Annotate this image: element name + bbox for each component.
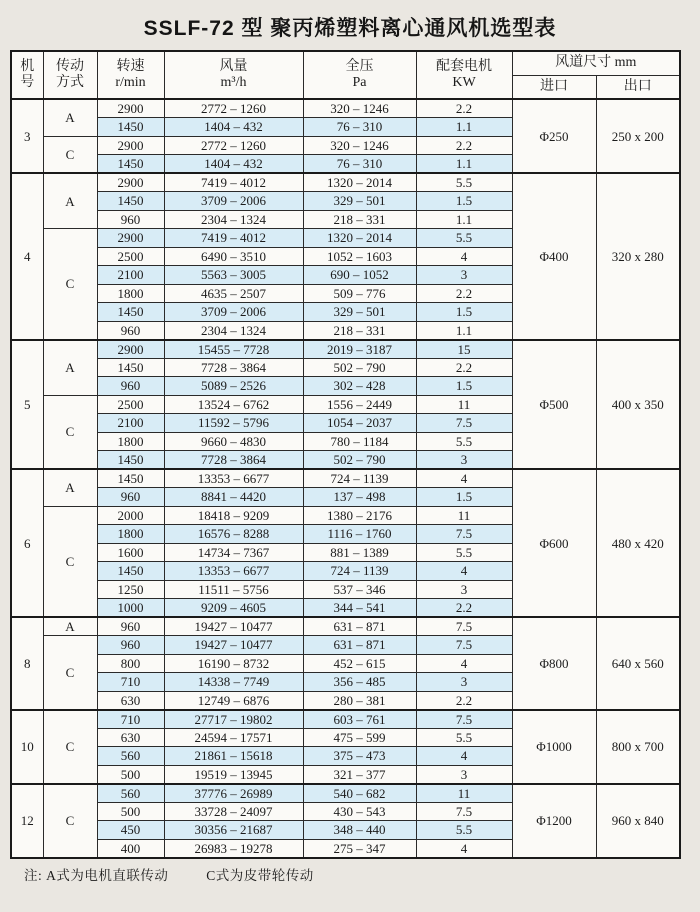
footnote-label: 注: bbox=[24, 868, 43, 883]
air-volume-cell: 7728 – 3864 bbox=[164, 358, 303, 377]
speed-cell: 500 bbox=[97, 802, 164, 821]
pressure-cell: 320 – 1246 bbox=[303, 136, 416, 155]
speed-cell: 960 bbox=[97, 617, 164, 636]
table-row bbox=[11, 340, 680, 359]
drive-type-cell: C bbox=[43, 136, 97, 173]
speed-cell: 2900 bbox=[97, 136, 164, 155]
pressure-cell: 356 – 485 bbox=[303, 673, 416, 692]
pressure-cell: 344 – 541 bbox=[303, 599, 416, 618]
inlet-size-cell: Φ600 bbox=[512, 469, 596, 617]
air-volume-cell: 7419 – 4012 bbox=[164, 173, 303, 192]
table-header bbox=[11, 51, 680, 99]
air-volume-cell: 2772 – 1260 bbox=[164, 99, 303, 118]
motor-power-cell: 2.2 bbox=[416, 691, 512, 710]
air-volume-cell: 21861 – 15618 bbox=[164, 747, 303, 766]
pressure-cell: 329 – 501 bbox=[303, 303, 416, 322]
pressure-cell: 280 – 381 bbox=[303, 691, 416, 710]
inlet-size-cell: Φ400 bbox=[512, 173, 596, 340]
motor-power-cell: 3 bbox=[416, 673, 512, 692]
pressure-cell: 1320 – 2014 bbox=[303, 229, 416, 248]
header-duct-size: 风道尺寸 mm bbox=[512, 51, 680, 75]
pressure-cell: 509 – 776 bbox=[303, 284, 416, 303]
air-volume-cell: 6490 – 3510 bbox=[164, 247, 303, 266]
table-body bbox=[11, 99, 680, 858]
drive-type-cell: C bbox=[43, 636, 97, 710]
table-row bbox=[11, 173, 680, 192]
speed-cell: 2900 bbox=[97, 173, 164, 192]
motor-power-cell: 11 bbox=[416, 784, 512, 803]
pressure-cell: 375 – 473 bbox=[303, 747, 416, 766]
air-volume-cell: 13353 – 6677 bbox=[164, 469, 303, 488]
speed-cell: 560 bbox=[97, 747, 164, 766]
inlet-size-cell: Φ250 bbox=[512, 99, 596, 173]
air-volume-cell: 5089 – 2526 bbox=[164, 377, 303, 396]
air-volume-cell: 33728 – 24097 bbox=[164, 802, 303, 821]
motor-power-cell: 5.5 bbox=[416, 432, 512, 451]
pressure-cell: 218 – 331 bbox=[303, 321, 416, 340]
motor-power-cell: 7.5 bbox=[416, 617, 512, 636]
speed-cell: 1450 bbox=[97, 358, 164, 377]
table-row bbox=[11, 617, 680, 636]
speed-cell: 1450 bbox=[97, 469, 164, 488]
pressure-cell: 1052 – 1603 bbox=[303, 247, 416, 266]
motor-power-cell: 2.2 bbox=[416, 358, 512, 377]
header-motor-line1: 配套电机 bbox=[436, 58, 492, 74]
drive-type-cell: C bbox=[43, 784, 97, 858]
air-volume-cell: 2772 – 1260 bbox=[164, 136, 303, 155]
speed-cell: 1450 bbox=[97, 451, 164, 470]
outlet-size-cell: 250 x 200 bbox=[596, 99, 680, 173]
speed-cell: 2000 bbox=[97, 506, 164, 525]
air-volume-cell: 16190 – 8732 bbox=[164, 654, 303, 673]
header-machine-no-line2: 号 bbox=[20, 75, 35, 90]
speed-cell: 630 bbox=[97, 728, 164, 747]
drive-type-cell: C bbox=[43, 229, 97, 340]
motor-power-cell: 5.5 bbox=[416, 728, 512, 747]
header-volume-line2: m³/h bbox=[220, 75, 247, 90]
drive-type-cell: C bbox=[43, 506, 97, 617]
pressure-cell: 430 – 543 bbox=[303, 802, 416, 821]
pressure-cell: 603 – 761 bbox=[303, 710, 416, 729]
motor-power-cell: 1.1 bbox=[416, 118, 512, 137]
air-volume-cell: 13524 – 6762 bbox=[164, 395, 303, 414]
pressure-cell: 631 – 871 bbox=[303, 636, 416, 655]
air-volume-cell: 30356 – 21687 bbox=[164, 821, 303, 840]
motor-power-cell: 4 bbox=[416, 654, 512, 673]
speed-cell: 500 bbox=[97, 765, 164, 784]
machine-no-cell: 6 bbox=[11, 469, 43, 617]
pressure-cell: 690 – 1052 bbox=[303, 266, 416, 285]
header-machine-no-line1: 机 bbox=[20, 58, 35, 74]
air-volume-cell: 19427 – 10477 bbox=[164, 617, 303, 636]
table-row bbox=[11, 99, 680, 118]
air-volume-cell: 3709 – 2006 bbox=[164, 303, 303, 322]
motor-power-cell: 7.5 bbox=[416, 710, 512, 729]
air-volume-cell: 4635 – 2507 bbox=[164, 284, 303, 303]
motor-power-cell: 11 bbox=[416, 506, 512, 525]
pressure-cell: 1054 – 2037 bbox=[303, 414, 416, 433]
footnote bbox=[24, 864, 314, 884]
air-volume-cell: 1404 – 432 bbox=[164, 118, 303, 137]
header-speed-line2: r/min bbox=[115, 75, 146, 90]
speed-cell: 710 bbox=[97, 710, 164, 729]
outlet-size-cell: 400 x 350 bbox=[596, 340, 680, 470]
header-pressure-line1: 全压 bbox=[345, 58, 374, 74]
speed-cell: 2500 bbox=[97, 395, 164, 414]
motor-power-cell: 1.1 bbox=[416, 321, 512, 340]
header-drive-type bbox=[43, 51, 97, 99]
motor-power-cell: 4 bbox=[416, 469, 512, 488]
motor-power-cell: 1.5 bbox=[416, 303, 512, 322]
speed-cell: 1800 bbox=[97, 525, 164, 544]
header-motor-power bbox=[416, 51, 512, 99]
air-volume-cell: 8841 – 4420 bbox=[164, 488, 303, 507]
header-duct-inlet: 进口 bbox=[512, 75, 596, 99]
pressure-cell: 537 – 346 bbox=[303, 580, 416, 599]
drive-type-cell: A bbox=[43, 469, 97, 506]
header-drive-line1: 传动 bbox=[56, 58, 84, 74]
speed-cell: 710 bbox=[97, 673, 164, 692]
motor-power-cell: 1.1 bbox=[416, 210, 512, 229]
speed-cell: 960 bbox=[97, 488, 164, 507]
speed-cell: 1800 bbox=[97, 432, 164, 451]
speed-cell: 560 bbox=[97, 784, 164, 803]
speed-cell: 2100 bbox=[97, 414, 164, 433]
air-volume-cell: 26983 – 19278 bbox=[164, 839, 303, 858]
page-title: SSLF-72 型 聚丙烯塑料离心通风机选型表 bbox=[143, 17, 557, 40]
motor-power-cell: 5.5 bbox=[416, 821, 512, 840]
header-pressure-line2: Pa bbox=[352, 75, 367, 90]
pressure-cell: 724 – 1139 bbox=[303, 469, 416, 488]
speed-cell: 1450 bbox=[97, 562, 164, 581]
air-volume-cell: 5563 – 3005 bbox=[164, 266, 303, 285]
speed-cell: 960 bbox=[97, 377, 164, 396]
header-machine-no bbox=[11, 51, 43, 99]
speed-cell: 2100 bbox=[97, 266, 164, 285]
motor-power-cell: 3 bbox=[416, 580, 512, 599]
pressure-cell: 724 – 1139 bbox=[303, 562, 416, 581]
drive-type-cell: A bbox=[43, 340, 97, 396]
inlet-size-cell: Φ500 bbox=[512, 340, 596, 470]
speed-cell: 1800 bbox=[97, 284, 164, 303]
motor-power-cell: 1.5 bbox=[416, 377, 512, 396]
machine-no-cell: 8 bbox=[11, 617, 43, 710]
footnote-item-c: C式为皮带轮传动 bbox=[206, 868, 314, 883]
air-volume-cell: 19519 – 13945 bbox=[164, 765, 303, 784]
motor-power-cell: 5.5 bbox=[416, 543, 512, 562]
header-pressure bbox=[303, 51, 416, 99]
machine-no-cell: 4 bbox=[11, 173, 43, 340]
header-speed bbox=[97, 51, 164, 99]
air-volume-cell: 12749 – 6876 bbox=[164, 691, 303, 710]
air-volume-cell: 15455 – 7728 bbox=[164, 340, 303, 359]
speed-cell: 450 bbox=[97, 821, 164, 840]
motor-power-cell: 4 bbox=[416, 839, 512, 858]
air-volume-cell: 13353 – 6677 bbox=[164, 562, 303, 581]
outlet-size-cell: 960 x 840 bbox=[596, 784, 680, 858]
pressure-cell: 502 – 790 bbox=[303, 451, 416, 470]
drive-type-cell: A bbox=[43, 99, 97, 136]
air-volume-cell: 1404 – 432 bbox=[164, 155, 303, 174]
drive-type-cell: A bbox=[43, 173, 97, 229]
motor-power-cell: 15 bbox=[416, 340, 512, 359]
air-volume-cell: 37776 – 26989 bbox=[164, 784, 303, 803]
air-volume-cell: 2304 – 1324 bbox=[164, 210, 303, 229]
outlet-size-cell: 800 x 700 bbox=[596, 710, 680, 784]
speed-cell: 2900 bbox=[97, 229, 164, 248]
pressure-cell: 329 – 501 bbox=[303, 192, 416, 211]
motor-power-cell: 3 bbox=[416, 765, 512, 784]
motor-power-cell: 5.5 bbox=[416, 173, 512, 192]
speed-cell: 960 bbox=[97, 636, 164, 655]
air-volume-cell: 3709 – 2006 bbox=[164, 192, 303, 211]
table-row bbox=[11, 469, 680, 488]
motor-power-cell: 1.5 bbox=[416, 192, 512, 211]
machine-no-cell: 5 bbox=[11, 340, 43, 470]
header-volume-line1: 风量 bbox=[219, 58, 248, 74]
outlet-size-cell: 480 x 420 bbox=[596, 469, 680, 617]
air-volume-cell: 11592 – 5796 bbox=[164, 414, 303, 433]
speed-cell: 1450 bbox=[97, 303, 164, 322]
air-volume-cell: 27717 – 19802 bbox=[164, 710, 303, 729]
air-volume-cell: 18418 – 9209 bbox=[164, 506, 303, 525]
header-air-volume bbox=[164, 51, 303, 99]
motor-power-cell: 4 bbox=[416, 747, 512, 766]
pressure-cell: 321 – 377 bbox=[303, 765, 416, 784]
pressure-cell: 475 – 599 bbox=[303, 728, 416, 747]
machine-no-cell: 3 bbox=[11, 99, 43, 173]
motor-power-cell: 7.5 bbox=[416, 802, 512, 821]
air-volume-cell: 2304 – 1324 bbox=[164, 321, 303, 340]
pressure-cell: 2019 – 3187 bbox=[303, 340, 416, 359]
drive-type-cell: C bbox=[43, 395, 97, 469]
motor-power-cell: 1.1 bbox=[416, 155, 512, 174]
motor-power-cell: 2.2 bbox=[416, 284, 512, 303]
machine-no-cell: 12 bbox=[11, 784, 43, 858]
motor-power-cell: 2.2 bbox=[416, 599, 512, 618]
outlet-size-cell: 320 x 280 bbox=[596, 173, 680, 340]
speed-cell: 400 bbox=[97, 839, 164, 858]
motor-power-cell: 7.5 bbox=[416, 525, 512, 544]
speed-cell: 630 bbox=[97, 691, 164, 710]
air-volume-cell: 14734 – 7367 bbox=[164, 543, 303, 562]
air-volume-cell: 19427 – 10477 bbox=[164, 636, 303, 655]
motor-power-cell: 2.2 bbox=[416, 99, 512, 118]
pressure-cell: 452 – 615 bbox=[303, 654, 416, 673]
drive-type-cell: C bbox=[43, 710, 97, 784]
motor-power-cell: 2.2 bbox=[416, 136, 512, 155]
pressure-cell: 631 – 871 bbox=[303, 617, 416, 636]
pressure-cell: 348 – 440 bbox=[303, 821, 416, 840]
speed-cell: 1450 bbox=[97, 192, 164, 211]
speed-cell: 1450 bbox=[97, 155, 164, 174]
air-volume-cell: 24594 – 17571 bbox=[164, 728, 303, 747]
air-volume-cell: 14338 – 7749 bbox=[164, 673, 303, 692]
motor-power-cell: 7.5 bbox=[416, 636, 512, 655]
header-row-1 bbox=[11, 51, 680, 75]
table-row bbox=[11, 784, 680, 803]
motor-power-cell: 11 bbox=[416, 395, 512, 414]
air-volume-cell: 9209 – 4605 bbox=[164, 599, 303, 618]
speed-cell: 2500 bbox=[97, 247, 164, 266]
inlet-size-cell: Φ1000 bbox=[512, 710, 596, 784]
speed-cell: 2900 bbox=[97, 99, 164, 118]
pressure-cell: 218 – 331 bbox=[303, 210, 416, 229]
pressure-cell: 320 – 1246 bbox=[303, 99, 416, 118]
pressure-cell: 502 – 790 bbox=[303, 358, 416, 377]
pressure-cell: 302 – 428 bbox=[303, 377, 416, 396]
speed-cell: 1450 bbox=[97, 118, 164, 137]
inlet-size-cell: Φ1200 bbox=[512, 784, 596, 858]
air-volume-cell: 9660 – 4830 bbox=[164, 432, 303, 451]
drive-type-cell: A bbox=[43, 617, 97, 636]
pressure-cell: 881 – 1389 bbox=[303, 543, 416, 562]
motor-power-cell: 1.5 bbox=[416, 488, 512, 507]
pressure-cell: 1556 – 2449 bbox=[303, 395, 416, 414]
speed-cell: 960 bbox=[97, 321, 164, 340]
pressure-cell: 1116 – 1760 bbox=[303, 525, 416, 544]
speed-cell: 800 bbox=[97, 654, 164, 673]
table-row bbox=[11, 710, 680, 729]
header-duct-outlet: 出口 bbox=[596, 75, 680, 99]
footnote-item-a: A式为电机直联传动 bbox=[46, 868, 169, 883]
pressure-cell: 76 – 310 bbox=[303, 118, 416, 137]
motor-power-cell: 4 bbox=[416, 562, 512, 581]
motor-power-cell: 3 bbox=[416, 266, 512, 285]
header-speed-line1: 转速 bbox=[116, 58, 145, 74]
speed-cell: 1000 bbox=[97, 599, 164, 618]
fan-selection-table bbox=[10, 50, 681, 859]
speed-cell: 1250 bbox=[97, 580, 164, 599]
outlet-size-cell: 640 x 560 bbox=[596, 617, 680, 710]
pressure-cell: 1380 – 2176 bbox=[303, 506, 416, 525]
air-volume-cell: 7728 – 3864 bbox=[164, 451, 303, 470]
header-motor-line2: KW bbox=[452, 75, 476, 90]
machine-no-cell: 10 bbox=[11, 710, 43, 784]
pressure-cell: 780 – 1184 bbox=[303, 432, 416, 451]
air-volume-cell: 11511 – 5756 bbox=[164, 580, 303, 599]
pressure-cell: 137 – 498 bbox=[303, 488, 416, 507]
pressure-cell: 540 – 682 bbox=[303, 784, 416, 803]
pressure-cell: 76 – 310 bbox=[303, 155, 416, 174]
motor-power-cell: 3 bbox=[416, 451, 512, 470]
motor-power-cell: 5.5 bbox=[416, 229, 512, 248]
motor-power-cell: 7.5 bbox=[416, 414, 512, 433]
pressure-cell: 275 – 347 bbox=[303, 839, 416, 858]
speed-cell: 960 bbox=[97, 210, 164, 229]
air-volume-cell: 7419 – 4012 bbox=[164, 229, 303, 248]
header-drive-line2: 方式 bbox=[56, 75, 84, 90]
inlet-size-cell: Φ800 bbox=[512, 617, 596, 710]
air-volume-cell: 16576 – 8288 bbox=[164, 525, 303, 544]
speed-cell: 1600 bbox=[97, 543, 164, 562]
pressure-cell: 1320 – 2014 bbox=[303, 173, 416, 192]
speed-cell: 2900 bbox=[97, 340, 164, 359]
motor-power-cell: 4 bbox=[416, 247, 512, 266]
